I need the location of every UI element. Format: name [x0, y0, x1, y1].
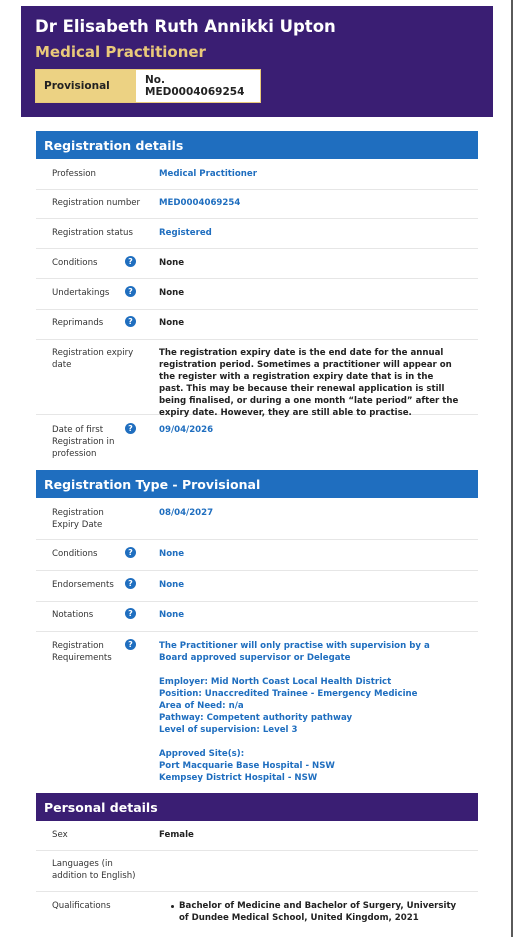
row-sex: [36, 829, 478, 851]
reprimands-label: Reprimands: [52, 318, 104, 328]
help-icon[interactable]: ?: [125, 256, 136, 267]
registration-type-heading: Registration Type - Provisional: [36, 470, 478, 498]
conditions-value: None: [159, 258, 185, 268]
row-registration-expiry: [36, 347, 478, 418]
registration-requirements-value: [159, 640, 459, 784]
help-icon[interactable]: ?: [125, 639, 136, 650]
row-endorsements: [36, 579, 478, 602]
approved-site: Port Macquarie Base Hospital - NSW: [159, 761, 335, 771]
row-profession: [36, 168, 478, 190]
qualifications-label: Qualifications: [52, 901, 111, 911]
type-conditions-value: None: [159, 549, 185, 559]
type-expiry-value: 08/04/2027: [159, 508, 214, 518]
row-reprimands: [36, 317, 478, 340]
row-registration-status: [36, 227, 478, 249]
row-undertakings: [36, 287, 478, 310]
requirements-position: Position: Unaccredited Trainee - Emergency Medicine: [159, 689, 418, 699]
endorsements-label: Endorsements: [52, 580, 114, 590]
row-conditions: [36, 257, 478, 279]
registration-number-value: MED0004069254: [159, 198, 241, 208]
help-icon[interactable]: ?: [125, 608, 136, 619]
registration-details-heading: Registration details: [36, 131, 478, 159]
registration-expiry-label: Registration expiry date: [52, 348, 134, 370]
registration-status-label: Registration status: [52, 228, 133, 238]
row-first-registration: [36, 424, 478, 465]
profession-value: Medical Practitioner: [159, 169, 257, 179]
row-languages: [36, 858, 478, 892]
help-icon[interactable]: ?: [125, 316, 136, 327]
registration-badges: [35, 69, 261, 103]
registration-requirements-label: Registration Requirements: [52, 641, 112, 663]
help-icon[interactable]: ?: [125, 578, 136, 589]
type-conditions-label: Conditions: [52, 549, 98, 559]
type-expiry-label: Registration Expiry Date: [52, 508, 104, 530]
practitioner-header: [21, 6, 493, 117]
row-qualifications: [36, 900, 478, 930]
practitioner-role: Medical Practitioner: [35, 43, 206, 61]
approved-site: Kempsey District Hospital - NSW: [159, 773, 318, 783]
registration-status-value: Registered: [159, 228, 212, 238]
requirements-employer: Employer: Mid North Coast Local Health District: [159, 677, 392, 687]
approved-sites-label: Approved Site(s):: [159, 749, 245, 759]
registration-number-label: Registration number: [52, 198, 141, 208]
help-icon[interactable]: ?: [125, 547, 136, 558]
requirements-intro: The Practitioner will only practise with supervision by a Board approved supervisor or Delegate: [159, 641, 430, 663]
registration-number-badge: No. MED0004069254: [136, 70, 260, 102]
undertakings-label: Undertakings: [52, 288, 110, 298]
personal-details-heading: Personal details: [36, 793, 478, 821]
sex-value: Female: [159, 830, 194, 840]
status-badge: Provisional: [36, 70, 136, 102]
endorsements-value: None: [159, 580, 185, 590]
undertakings-value: None: [159, 288, 185, 298]
languages-label: Languages (in addition to English): [52, 859, 136, 881]
qualification-item: Bachelor of Medicine and Bachelor of Surgery, University of Dundee Medical School, United Kingdom, 2021: [159, 900, 459, 924]
profession-label: Profession: [52, 169, 96, 179]
sex-label: Sex: [52, 830, 68, 840]
notations-value: None: [159, 610, 185, 620]
requirements-supervision-level: Level of supervision: Level 3: [159, 725, 298, 735]
help-icon[interactable]: ?: [125, 423, 136, 434]
first-registration-label: Date of first Registration in profession: [52, 425, 115, 459]
practitioner-name: Dr Elisabeth Ruth Annikki Upton: [35, 17, 336, 36]
conditions-label: Conditions: [52, 258, 98, 268]
help-icon[interactable]: ?: [125, 286, 136, 297]
row-type-expiry: [36, 507, 478, 540]
requirements-area-of-need: Area of Need: n/a: [159, 701, 244, 711]
row-notations: [36, 609, 478, 632]
reprimands-value: None: [159, 318, 185, 328]
qualifications-value: [159, 900, 459, 924]
notations-label: Notations: [52, 610, 94, 620]
registration-expiry-value: The registration expiry date is the end date for the annual registration period. Sometimes a practitioner will appear on the register with a registration expiry date that is in the past. This may be because their renewal application is still being finalised, or during a one month “late period” after the expiry date. However, they are still able to practise.: [159, 348, 459, 418]
requirements-pathway: Pathway: Competent authority pathway: [159, 713, 353, 723]
first-registration-value: 09/04/2026: [159, 425, 214, 435]
row-registration-requirements: [36, 640, 478, 787]
row-registration-number: [36, 197, 478, 219]
row-type-conditions: [36, 548, 478, 571]
